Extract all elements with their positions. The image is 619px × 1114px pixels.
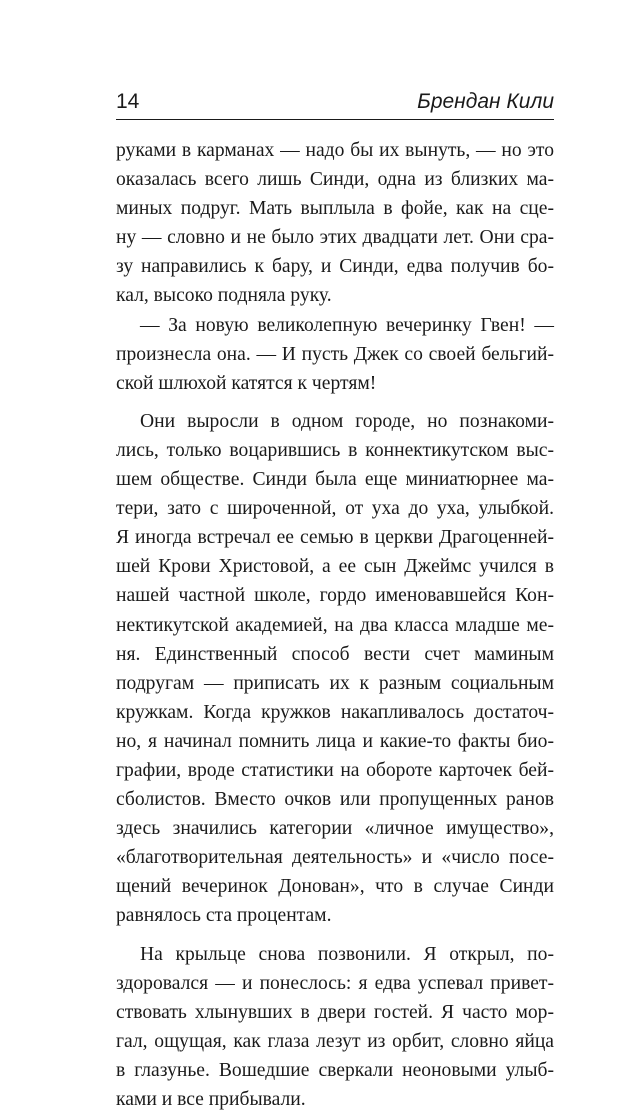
text-line: ской шлюхой катятся к чертям! — [116, 372, 377, 394]
text-line: лись, только воцарившись в коннектикутском выс- — [116, 439, 554, 461]
text-line: — За новую великолепную вечеринку Гвен! — — [140, 314, 554, 336]
text-line: «благотворительная деятельность» и «число посе- — [116, 847, 554, 869]
page-number: 14 — [116, 90, 140, 113]
text-line: руками в карманах — надо бы их вынуть, — но это — [116, 140, 554, 161]
paragraph — [116, 311, 554, 398]
text-line: кружкам. Когда кружков накапливалось достаточ- — [116, 701, 554, 723]
text-line: ну — словно и не было этих двадцати лет. Они сра- — [116, 227, 554, 249]
text-line: оказалась всего лишь Синди, одна из близких ма- — [116, 169, 554, 191]
text-line: шей Крови Христовой, а ее сын Джеймс учился в — [116, 556, 554, 578]
header-rule — [116, 119, 554, 120]
text-line: гал, ощущая, как глаза лезут из орбит, словно яйца — [116, 1030, 554, 1052]
text-line: нашей частной школе, гордо именовавшейся Кон- — [116, 585, 554, 607]
text-line: шем обществе. Синди была еще миниатюрнее ма- — [116, 469, 554, 491]
running-title: Брендан Кили — [417, 90, 554, 113]
text-line: Они выросли в одном городе, но познакоми- — [140, 410, 554, 432]
paragraph — [116, 407, 554, 931]
paragraph — [116, 940, 554, 1114]
text-line: нектикутской академией, на два класса младше ме- — [116, 614, 554, 636]
text-line: ня. Единственный способ вести счет маминым — [116, 643, 554, 665]
text-line: кал, высоко подняла руку. — [116, 285, 332, 307]
page-header — [116, 88, 554, 122]
text-line: ками и все прибывали. — [116, 1089, 306, 1110]
text-line: На крыльце снова позвонили. Я открыл, по- — [140, 943, 554, 965]
paragraph-gap — [116, 398, 554, 407]
body-text — [116, 136, 554, 1114]
text-line: но, я начинал помнить лица и какие-то факты био- — [116, 730, 554, 752]
text-line: графии, вроде статистики на обороте карточек бей- — [116, 759, 554, 781]
text-line: подругам — приписать их к разным социальным — [116, 672, 554, 694]
text-line: произнесла она. — И пусть Джек со своей бельгий- — [116, 343, 554, 365]
text-line: сболистов. Вместо очков или пропущенных ранов — [116, 789, 554, 811]
text-line: миных подруг. Мать выплыла в фойе, как на сце- — [116, 198, 554, 220]
text-line: тери, зато с широченной, от уха до уха, улыбкой. — [116, 498, 554, 520]
text-line: в глазунье. Вошедшие сверкали неоновыми улыб- — [116, 1059, 554, 1081]
text-line: Я иногда встречал ее семью в церкви Драгоценней- — [116, 527, 554, 549]
paragraph — [116, 136, 554, 311]
text-line: равнялось ста процентам. — [116, 905, 332, 927]
text-line: щений вечеринок Донован», что в случае Синди — [116, 876, 554, 898]
text-line: здесь значились категории «личное имущество», — [116, 818, 554, 840]
text-line: зу направились к бару, и Синди, едва получив бо- — [116, 256, 554, 278]
text-line: здоровался — и понеслось: я едва успевал привет- — [116, 972, 554, 994]
paragraph-gap — [116, 931, 554, 940]
text-line: ствовать хлынувших в двери гостей. Я часто мор- — [116, 1001, 554, 1023]
